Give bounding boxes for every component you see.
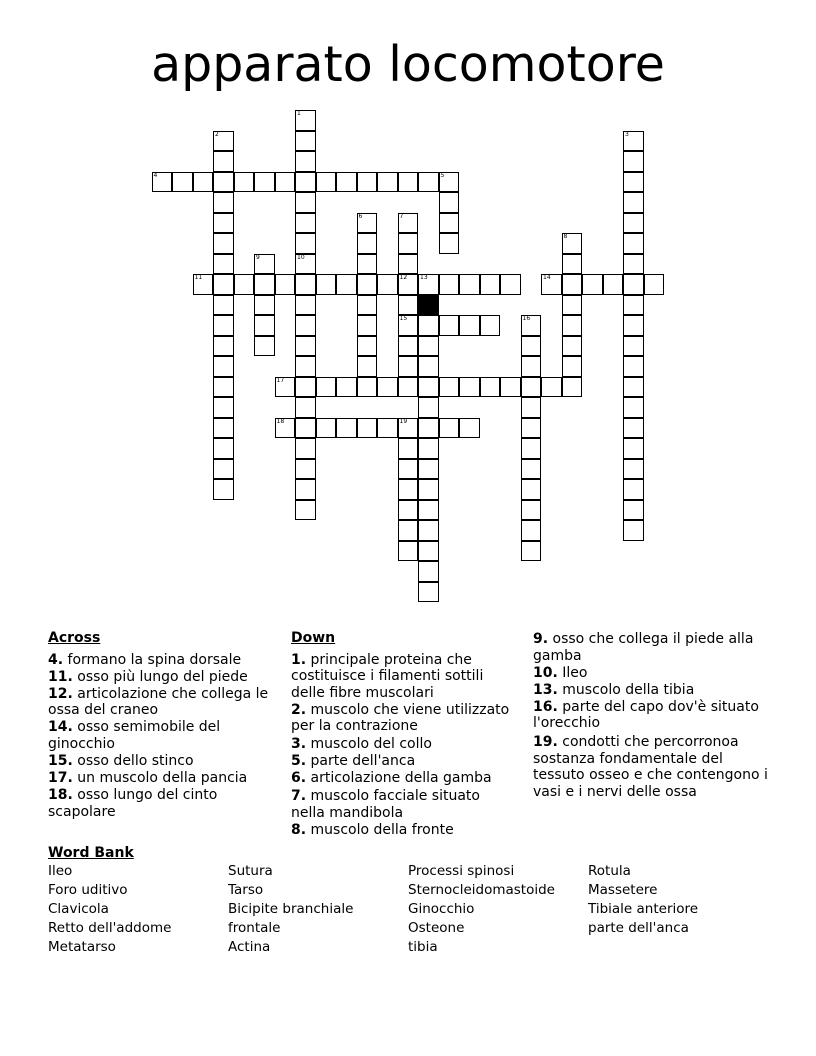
clue-number: 19. <box>533 734 558 751</box>
clue-number: 4 <box>153 171 158 179</box>
word-bank-item: Metatarso <box>48 939 116 955</box>
grid-cell[interactable] <box>418 377 439 398</box>
grid-cell[interactable] <box>623 397 644 418</box>
grid-cell[interactable] <box>418 315 439 336</box>
clue-number: 16 <box>522 315 531 322</box>
grid-cell[interactable] <box>213 254 234 275</box>
grid-cell[interactable] <box>418 561 439 582</box>
grid-cell[interactable] <box>439 274 460 295</box>
grid-cell[interactable] <box>541 274 562 295</box>
clue-number: 6 <box>358 212 363 220</box>
word-bank-item: Sternocleidomastoide <box>408 882 555 898</box>
word-bank-item: Massetere <box>588 882 658 898</box>
black-cell <box>418 295 439 316</box>
grid-cell[interactable] <box>213 336 234 357</box>
grid-cell[interactable] <box>295 479 316 500</box>
grid-cell[interactable] <box>398 500 419 521</box>
clue-item <box>533 631 773 664</box>
grid-cell[interactable] <box>398 274 419 295</box>
clue-text: un muscolo della pancia <box>72 770 248 787</box>
grid-cell[interactable] <box>623 315 644 336</box>
grid-cell[interactable] <box>336 172 357 193</box>
clue-text: muscolo facciale situato nella mandibola <box>291 788 480 821</box>
grid-cell[interactable] <box>357 336 378 357</box>
grid-cell[interactable] <box>295 131 316 152</box>
grid-cell[interactable] <box>521 418 542 439</box>
clue-number: 14 <box>543 274 551 281</box>
grid-cell[interactable] <box>398 254 419 275</box>
grid-cell[interactable] <box>213 233 234 254</box>
word-bank-item: Ginocchio <box>408 901 475 917</box>
clue-number: 9 <box>256 253 260 261</box>
clue-number: 12 <box>399 274 408 281</box>
grid-cell[interactable] <box>295 356 316 377</box>
clue-number: 15. <box>48 753 73 770</box>
clue-number: 6. <box>291 769 307 786</box>
grid-cell[interactable] <box>213 459 234 480</box>
grid-cell[interactable] <box>418 500 439 521</box>
grid-cell[interactable] <box>254 254 275 275</box>
clue-text: muscolo della fronte <box>306 822 454 839</box>
clue-item <box>533 665 773 682</box>
clue-text: condotti che percorronoa sostanza fondamentale del tessuto osseo e che contengono i vasi e i nervi delle ossa <box>533 734 768 800</box>
word-bank-item: Clavicola <box>48 901 109 917</box>
word-bank-item: tibia <box>408 939 438 955</box>
grid-cell[interactable] <box>295 110 316 131</box>
word-bank-item: Tibiale anteriore <box>588 901 699 917</box>
grid-cell[interactable] <box>418 172 439 193</box>
clue-number: 5. <box>291 752 307 769</box>
grid-cell[interactable] <box>562 315 583 336</box>
grid-cell[interactable] <box>623 356 644 377</box>
grid-cell[interactable] <box>623 233 644 254</box>
clue-number: 15 <box>399 315 408 322</box>
grid-cell[interactable] <box>439 172 460 193</box>
word-bank-item: Foro uditivo <box>48 882 128 898</box>
grid-cell[interactable] <box>234 172 255 193</box>
grid-cell[interactable] <box>275 377 296 398</box>
grid-cell[interactable] <box>295 418 316 439</box>
clue-number: 1. <box>291 651 307 668</box>
clue-number: 13. <box>533 681 558 698</box>
word-bank-heading: Word Bank <box>48 845 134 861</box>
grid-cell[interactable] <box>562 274 583 295</box>
grid-cell[interactable] <box>398 459 419 480</box>
grid-cell[interactable] <box>295 172 316 193</box>
grid-cell[interactable] <box>623 254 644 275</box>
down-clues <box>291 630 513 839</box>
clue-text: muscolo che viene utilizzato per la contrazione <box>291 701 510 735</box>
grid-cell[interactable] <box>418 541 439 562</box>
grid-cell[interactable] <box>562 336 583 357</box>
clue-item <box>48 787 273 820</box>
grid-cell[interactable] <box>213 131 234 152</box>
grid-cell[interactable] <box>521 336 542 357</box>
grid-cell[interactable] <box>439 192 460 213</box>
clue-text: parte del capo dov'è situato l'orecchio <box>533 698 759 732</box>
clue-text: osso semimobile del ginocchio <box>48 719 221 753</box>
word-bank-item: Ileo <box>48 863 73 879</box>
grid-cell[interactable] <box>418 397 439 418</box>
grid-cell[interactable] <box>459 315 480 336</box>
grid-cell[interactable] <box>254 315 275 336</box>
grid-cell[interactable] <box>398 172 419 193</box>
grid-cell[interactable] <box>521 356 542 377</box>
grid-cell[interactable] <box>357 213 378 234</box>
clue-number: 8 <box>563 233 568 240</box>
grid-cell[interactable] <box>295 151 316 172</box>
grid-cell[interactable] <box>275 274 296 295</box>
grid-cell[interactable] <box>603 274 624 295</box>
grid-cell[interactable] <box>357 254 378 275</box>
clue-text: formano la spina dorsale <box>63 651 242 668</box>
grid-cell[interactable] <box>295 192 316 213</box>
clue-item <box>48 719 273 752</box>
grid-cell[interactable] <box>357 274 378 295</box>
clue-text: osso più lungo del piede <box>72 668 248 685</box>
clue-number: 12. <box>48 685 73 702</box>
page-title: apparato locomotore <box>151 36 665 93</box>
clue-item <box>291 702 513 735</box>
grid-cell[interactable] <box>623 213 644 234</box>
grid-cell[interactable] <box>316 274 337 295</box>
grid-cell[interactable] <box>275 172 296 193</box>
grid-cell[interactable] <box>480 377 501 398</box>
clue-number: 7. <box>291 788 307 805</box>
clue-number: 7 <box>399 212 404 220</box>
clue-text: osso dello stinco <box>72 753 194 770</box>
grid-cell[interactable] <box>336 418 357 439</box>
grid-cell[interactable] <box>541 377 562 398</box>
grid-cell[interactable] <box>398 295 419 316</box>
clue-number: 19 <box>399 417 408 425</box>
grid-cell[interactable] <box>418 274 439 295</box>
grid-cell[interactable] <box>357 377 378 398</box>
grid-cell[interactable] <box>439 315 460 336</box>
word-bank-item: Tarso <box>228 882 264 898</box>
clue-number: 18. <box>48 787 73 804</box>
grid-cell[interactable] <box>418 479 439 500</box>
grid-cell[interactable] <box>623 192 644 213</box>
grid-cell[interactable] <box>172 172 193 193</box>
grid-cell[interactable] <box>623 418 644 439</box>
grid-cell[interactable] <box>213 377 234 398</box>
grid-cell[interactable] <box>254 172 275 193</box>
clue-item <box>48 669 273 686</box>
grid-cell[interactable] <box>439 213 460 234</box>
word-bank-item: Osteone <box>408 920 465 936</box>
grid-cell[interactable] <box>316 377 337 398</box>
clue-text: osso lungo del cinto scapolare <box>48 787 218 820</box>
grid-cell[interactable] <box>623 274 644 295</box>
clue-number: 2 <box>215 130 219 138</box>
clue-text: muscolo della tibia <box>557 681 695 698</box>
across-clues <box>48 630 273 821</box>
clue-number: 10 <box>297 253 305 261</box>
grid-cell[interactable] <box>623 151 644 172</box>
word-bank-item: Sutura <box>228 863 273 879</box>
grid-cell[interactable] <box>254 336 275 357</box>
grid-cell[interactable] <box>213 192 234 213</box>
grid-cell[interactable] <box>623 295 644 316</box>
grid-cell[interactable] <box>377 274 398 295</box>
clue-item <box>48 770 273 787</box>
clue-item <box>291 736 513 753</box>
grid-cell[interactable] <box>295 233 316 254</box>
clue-number: 11 <box>194 274 203 281</box>
grid-cell[interactable] <box>521 438 542 459</box>
grid-cell[interactable] <box>213 438 234 459</box>
grid-cell[interactable] <box>480 274 501 295</box>
grid-cell[interactable] <box>357 315 378 336</box>
grid-cell[interactable] <box>562 295 583 316</box>
grid-cell[interactable] <box>623 131 644 152</box>
clue-item <box>48 652 273 669</box>
clue-number: 2. <box>291 701 307 718</box>
grid-cell[interactable] <box>418 520 439 541</box>
clue-item <box>533 734 773 800</box>
grid-cell[interactable] <box>254 274 275 295</box>
clue-text: articolazione della gamba <box>306 769 492 786</box>
clue-item <box>291 788 513 821</box>
grid-cell[interactable] <box>357 418 378 439</box>
grid-cell[interactable] <box>398 336 419 357</box>
clue-text: Ileo <box>557 664 588 681</box>
grid-cell[interactable] <box>398 377 419 398</box>
grid-cell[interactable] <box>459 377 480 398</box>
grid-cell[interactable] <box>521 377 542 398</box>
clue-text: osso che collega il piede alla gamba <box>533 631 754 664</box>
grid-cell[interactable] <box>521 479 542 500</box>
down-clues-continued <box>533 631 773 801</box>
grid-cell[interactable] <box>295 459 316 480</box>
grid-cell[interactable] <box>644 274 665 295</box>
grid-cell[interactable] <box>623 438 644 459</box>
clue-item <box>533 682 773 699</box>
grid-cell[interactable] <box>357 172 378 193</box>
grid-cell[interactable] <box>418 438 439 459</box>
clue-text: muscolo del collo <box>306 735 432 752</box>
grid-cell[interactable] <box>295 254 316 275</box>
clue-number: 3 <box>625 130 629 138</box>
grid-cell[interactable] <box>562 377 583 398</box>
clue-text: articolazione che collega le ossa del craneo <box>48 685 269 719</box>
grid-cell[interactable] <box>152 172 173 193</box>
grid-cell[interactable] <box>275 418 296 439</box>
grid-cell[interactable] <box>213 315 234 336</box>
clue-item <box>291 822 513 839</box>
grid-cell[interactable] <box>254 295 275 316</box>
grid-cell[interactable] <box>398 438 419 459</box>
word-bank-item: Actina <box>228 939 271 955</box>
clue-item <box>291 770 513 787</box>
grid-cell[interactable] <box>562 356 583 377</box>
grid-cell[interactable] <box>439 233 460 254</box>
word-bank-item: Bicipite branchiale <box>228 901 354 917</box>
down-heading: Down <box>291 630 336 646</box>
clue-item <box>291 753 513 770</box>
grid-cell[interactable] <box>295 336 316 357</box>
grid-cell[interactable] <box>459 418 480 439</box>
clue-number: 16. <box>533 698 558 715</box>
grid-cell[interactable] <box>316 172 337 193</box>
grid-cell[interactable] <box>398 213 419 234</box>
grid-cell[interactable] <box>213 151 234 172</box>
grid-cell[interactable] <box>623 377 644 398</box>
grid-cell[interactable] <box>193 172 214 193</box>
grid-cell[interactable] <box>295 397 316 418</box>
clue-number: 1 <box>297 110 301 117</box>
clue-number: 11. <box>48 668 73 685</box>
grid-cell[interactable] <box>521 500 542 521</box>
grid-cell[interactable] <box>193 274 214 295</box>
clue-item <box>48 753 273 770</box>
grid-cell[interactable] <box>336 377 357 398</box>
clue-number: 10. <box>533 664 558 681</box>
grid-cell[interactable] <box>357 295 378 316</box>
grid-cell[interactable] <box>521 397 542 418</box>
clue-text: principale proteina che costituisce i filamenti sottili delle fibre muscolari <box>291 651 484 701</box>
grid-cell[interactable] <box>213 213 234 234</box>
clue-item <box>533 699 773 732</box>
clue-number: 13 <box>420 274 428 281</box>
grid-cell[interactable] <box>213 479 234 500</box>
clue-item <box>291 652 513 702</box>
grid-cell[interactable] <box>295 274 316 295</box>
grid-cell[interactable] <box>377 418 398 439</box>
grid-cell[interactable] <box>213 295 234 316</box>
grid-cell[interactable] <box>439 377 460 398</box>
clue-number: 14. <box>48 719 73 736</box>
grid-cell[interactable] <box>439 418 460 439</box>
grid-cell[interactable] <box>316 418 337 439</box>
grid-cell[interactable] <box>398 418 419 439</box>
grid-cell[interactable] <box>418 356 439 377</box>
clue-number: 9. <box>533 631 549 647</box>
grid-cell[interactable] <box>500 377 521 398</box>
grid-cell[interactable] <box>562 233 583 254</box>
grid-cell[interactable] <box>295 315 316 336</box>
word-bank-item: Processi spinosi <box>408 863 515 879</box>
grid-cell[interactable] <box>398 315 419 336</box>
grid-cell[interactable] <box>295 213 316 234</box>
grid-cell[interactable] <box>213 356 234 377</box>
grid-cell[interactable] <box>459 274 480 295</box>
clue-number: 8. <box>291 822 307 839</box>
word-bank-item: Rotula <box>588 863 631 879</box>
grid-cell[interactable] <box>377 172 398 193</box>
grid-cell[interactable] <box>623 520 644 541</box>
clue-number: 3. <box>291 735 307 752</box>
grid-cell[interactable] <box>213 274 234 295</box>
grid-cell[interactable] <box>295 295 316 316</box>
grid-cell[interactable] <box>398 233 419 254</box>
grid-cell[interactable] <box>521 315 542 336</box>
grid-cell[interactable] <box>336 274 357 295</box>
clue-item <box>48 686 273 719</box>
word-bank-item: parte dell'anca <box>588 920 689 936</box>
grid-cell[interactable] <box>295 500 316 521</box>
clue-number: 4. <box>48 651 64 668</box>
grid-cell[interactable] <box>480 315 501 336</box>
grid-cell[interactable] <box>582 274 603 295</box>
across-heading: Across <box>48 630 101 646</box>
grid-cell[interactable] <box>295 438 316 459</box>
clue-text: parte dell'anca <box>306 752 416 769</box>
grid-cell[interactable] <box>418 336 439 357</box>
grid-cell[interactable] <box>213 172 234 193</box>
grid-cell[interactable] <box>623 500 644 521</box>
clue-number: 17 <box>276 376 285 384</box>
grid-cell[interactable] <box>357 356 378 377</box>
word-bank-item: Retto dell'addome <box>48 920 172 936</box>
word-bank-item: frontale <box>228 920 281 936</box>
grid-cell[interactable] <box>418 459 439 480</box>
clue-number: 17. <box>48 770 73 787</box>
clue-number: 18 <box>276 417 285 425</box>
grid-cell[interactable] <box>521 520 542 541</box>
grid-cell[interactable] <box>295 377 316 398</box>
grid-cell[interactable] <box>398 479 419 500</box>
grid-cell[interactable] <box>418 418 439 439</box>
grid-cell[interactable] <box>521 459 542 480</box>
grid-cell[interactable] <box>398 356 419 377</box>
grid-cell[interactable] <box>623 172 644 193</box>
grid-cell[interactable] <box>623 459 644 480</box>
grid-cell[interactable] <box>213 418 234 439</box>
clue-number: 5 <box>440 171 445 179</box>
grid-cell[interactable] <box>377 377 398 398</box>
grid-cell[interactable] <box>521 541 542 562</box>
grid-cell[interactable] <box>398 541 419 562</box>
grid-cell[interactable] <box>357 233 378 254</box>
grid-cell[interactable] <box>418 582 439 603</box>
grid-cell[interactable] <box>500 274 521 295</box>
grid-cell[interactable] <box>234 274 255 295</box>
grid-cell[interactable] <box>623 479 644 500</box>
grid-cell[interactable] <box>623 336 644 357</box>
grid-cell[interactable] <box>562 254 583 275</box>
grid-cell[interactable] <box>398 520 419 541</box>
grid-cell[interactable] <box>213 397 234 418</box>
